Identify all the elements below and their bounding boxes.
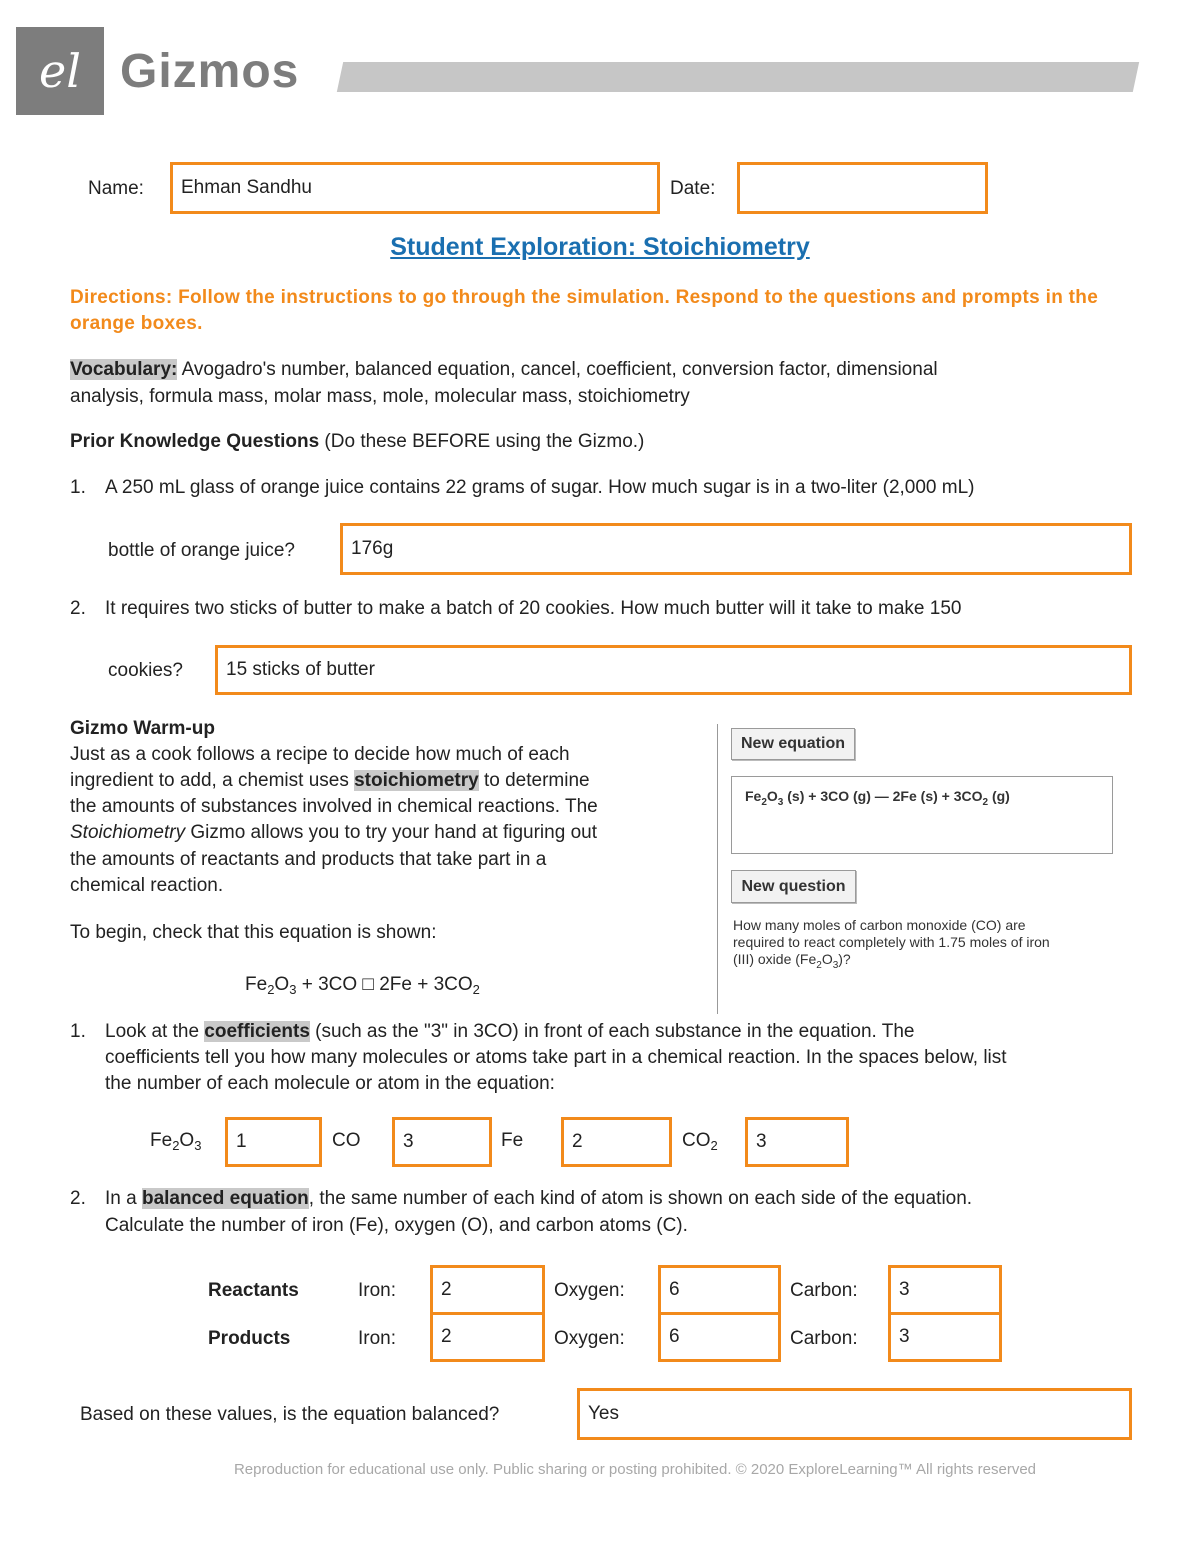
q2-number: 2. (70, 598, 86, 619)
warmup-line1: Just as a cook follows a recipe to decide how much of each (70, 744, 570, 765)
products-oxygen-field[interactable]: 6 (658, 1312, 781, 1362)
coeff-q-number: 1. (70, 1021, 86, 1042)
stoichiometry-term: stoichiometry (354, 770, 479, 791)
reactants-oxygen-field[interactable]: 6 (658, 1265, 781, 1315)
products-oxygen-label: Oxygen: (554, 1328, 625, 1349)
vocabulary-line2: analysis, formula mass, molar mass, mole, molecular mass, stoichiometry (70, 386, 690, 407)
coeff-q-line2: coefficients tell you how many molecules or atoms take part in a chemical reaction. In the spaces below, list (105, 1047, 1007, 1068)
fe2o3-field[interactable]: 1 (225, 1117, 322, 1167)
products-iron-field[interactable]: 2 (430, 1312, 545, 1362)
warmup-begin: To begin, check that this equation is shown: (70, 922, 437, 943)
fe-label: Fe (501, 1130, 524, 1151)
fe2o3-label: $Fe_2O_3$ (150, 1130, 202, 1153)
q1-continuation: bottle of orange juice? (108, 540, 295, 561)
prior-knowledge-heading: Prior Knowledge Questions (Do these BEFORE using the Gizmo.) (70, 431, 645, 452)
q2-text: It requires two sticks of butter to make a batch of 20 cookies. How much butter will it take to make 150 (105, 598, 962, 619)
date-field[interactable] (737, 162, 988, 214)
warmup-line4: Stoichiometry Gizmo allows you to try your hand at figuring out (70, 822, 597, 843)
warmup-line3: the amounts of substances involved in chemical reactions. The (70, 796, 598, 817)
warmup-heading: Gizmo Warm-up (70, 718, 215, 739)
logo-glyph: el (39, 44, 81, 98)
balanced-q-line1: In a balanced equation, the same number of each kind of atom is shown on each side of the equation. (105, 1188, 973, 1209)
question-line3: (III) oxide $(Fe_2O_3)$? (733, 951, 851, 971)
reactants-iron-field[interactable]: 2 (430, 1265, 545, 1315)
co2-label: $CO_2$ (682, 1130, 718, 1153)
fe-field[interactable]: 2 (561, 1117, 672, 1167)
coefficients-term: coefficients (204, 1021, 310, 1042)
co-label: CO (332, 1130, 361, 1151)
brand-name: Gizmos (120, 45, 300, 98)
q1-number: 1. (70, 477, 86, 498)
co-field[interactable]: 3 (392, 1117, 492, 1167)
name-label: Name: (88, 178, 144, 199)
name-field[interactable]: Ehman Sandhu (170, 162, 660, 214)
question-line2: required to react completely with 1.75 moles of iron (733, 934, 1050, 950)
warmup-equation: $Fe_2O_3 + 3CO$ □ $2Fe + 3CO_2$ (245, 974, 480, 997)
balanced-q-line2: Calculate the number of iron (Fe), oxygen (O), and carbon atoms (C). (105, 1215, 688, 1236)
q1-text: A 250 mL glass of orange juice contains 22 grams of sugar. How much sugar is in a two-liter (2,000 mL) (105, 477, 975, 498)
balanced-answer-field[interactable]: Yes (577, 1388, 1132, 1440)
co2-field[interactable]: 3 (745, 1117, 849, 1167)
column-divider (717, 724, 718, 1014)
page-title: Student Exploration: Stoichiometry (390, 233, 810, 261)
question-line1: How many moles of carbon monoxide (CO) are (733, 917, 1026, 933)
balanced-question: Based on these values, is the equation balanced? (80, 1404, 500, 1425)
vocabulary: Vocabulary: Avogadro's number, balanced equation, cancel, coefficient, conversion factor, dimensional (70, 359, 938, 380)
reactants-carbon-label: Carbon: (790, 1280, 858, 1301)
products-iron-label: Iron: (358, 1328, 397, 1349)
vocabulary-label: Vocabulary: (70, 359, 178, 380)
warmup-line2: ingredient to add, a chemist uses stoichiometry to determine (70, 770, 590, 791)
warmup-line5: the amounts of reactants and products that take part in a (70, 849, 547, 870)
products-carbon-field[interactable]: 3 (888, 1312, 1002, 1362)
balanced-q-number: 2. (70, 1188, 86, 1209)
directions: Directions: Follow the instructions to go through the simulation. Respond to the questions and prompts in the orange boxes. (70, 287, 1099, 334)
q2-answer-field[interactable]: 15 sticks of butter (215, 645, 1132, 695)
products-carbon-label: Carbon: (790, 1328, 858, 1349)
equation-display-text: $Fe_2O_3$ (s) + 3CO (g) — 2Fe $(s) + 3CO_2$ (g) (745, 788, 1010, 808)
reactants-iron-label: Iron: (358, 1280, 397, 1301)
q1-answer-field[interactable]: 176g (340, 523, 1132, 575)
reactants-carbon-field[interactable]: 3 (888, 1265, 1002, 1315)
coeff-q-line1: Look at the coefficients (such as the "3" in 3CO) in front of each substance in the equation. The (105, 1021, 915, 1042)
new-equation-button[interactable]: New equation (731, 728, 855, 760)
q2-continuation: cookies? (108, 660, 183, 681)
warmup-line6: chemical reaction. (70, 875, 224, 896)
reactants-label: Reactants (208, 1280, 299, 1301)
products-label: Products (208, 1328, 291, 1349)
reactants-oxygen-label: Oxygen: (554, 1280, 625, 1301)
date-label: Date: (670, 178, 716, 199)
coeff-q-line3: the number of each molecule or atom in the equation: (105, 1073, 555, 1094)
balanced-equation-term: balanced equation (141, 1188, 309, 1209)
header-bar (337, 62, 1139, 92)
new-question-button[interactable]: New question (731, 870, 856, 903)
footer-notice: Reproduction for educational use only. Public sharing or posting prohibited. © 2020 ExploreLearning™ All rights reserved (233, 1461, 1037, 1478)
